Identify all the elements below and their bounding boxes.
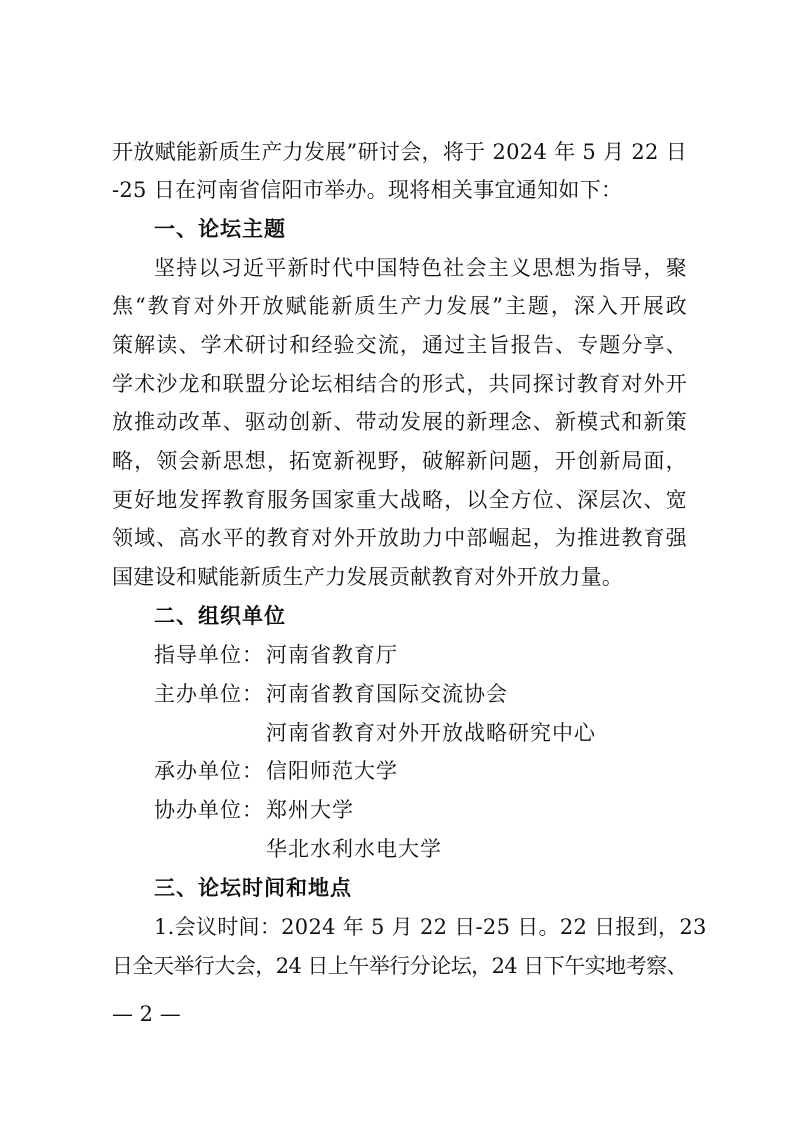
- time-line-1: 1.会议时间：2024 年 5 月 22 日-25 日。22 日报到，23: [154, 915, 707, 939]
- org-row-assist: [154, 796, 354, 824]
- section-heading-theme: 一、论坛主题: [154, 217, 286, 241]
- org-row-organizer: [154, 757, 398, 785]
- page-number: — 2 —: [112, 1002, 181, 1026]
- org-row-guide: [154, 641, 398, 669]
- guide-label: 指导单位：: [154, 643, 264, 667]
- intro-line-1: 开放赋能新质生产力发展”研讨会，将于 2024 年 5 月 22 日: [112, 140, 687, 164]
- assist-value-1: 郑州大学: [266, 798, 354, 822]
- intro-line-2: -25 日在河南省信阳市举办。现将相关事宜通知如下：: [112, 178, 623, 202]
- organizer-value: 信阳师范大学: [266, 759, 398, 783]
- time-line-2: 日全天举行大会，24 日上午举行分论坛，24 日下午实地考察、: [112, 954, 687, 978]
- assist-label: 协办单位：: [154, 798, 264, 822]
- theme-paragraph-line-7: 更好地发挥教育服务国家重大战略，以全方位、深层次、宽: [112, 488, 687, 512]
- theme-paragraph-line-4: 学术沙龙和联盟分论坛相结合的形式，共同探讨教育对外开: [112, 372, 687, 396]
- assist-value-2: 华北水利水电大学: [266, 837, 442, 861]
- theme-paragraph-line-8: 领域、高水平的教育对外开放助力中部崛起，为推进教育强: [112, 526, 687, 550]
- guide-value: 河南省教育厅: [266, 643, 398, 667]
- theme-paragraph-line-2: 焦“教育对外开放赋能新质生产力发展”主题，深入开展政: [112, 294, 687, 318]
- theme-paragraph-line-5: 放推动改革、驱动创新、带动发展的新理念、新模式和新策: [112, 410, 687, 434]
- host-value-1: 河南省教育国际交流协会: [266, 682, 508, 706]
- theme-paragraph-line-1: 坚持以习近平新时代中国特色社会主义思想为指导，聚: [154, 256, 687, 280]
- org-row-host: [154, 680, 508, 708]
- theme-paragraph-line-3: 策解读、学术研讨和经验交流，通过主旨报告、专题分享、: [112, 333, 687, 357]
- host-value-2: 河南省教育对外开放战略研究中心: [266, 721, 596, 745]
- host-label: 主办单位：: [154, 682, 264, 706]
- theme-paragraph-line-9: 国建设和赋能新质生产力发展贡献教育对外开放力量。: [112, 565, 624, 589]
- section-heading-time-place: 三、论坛时间和地点: [154, 876, 352, 900]
- section-heading-organizers: 二、组织单位: [154, 604, 286, 628]
- organizer-label: 承办单位：: [154, 759, 264, 783]
- theme-paragraph-line-6: 略，领会新思想，拓宽新视野，破解新问题，开创新局面，: [112, 449, 687, 473]
